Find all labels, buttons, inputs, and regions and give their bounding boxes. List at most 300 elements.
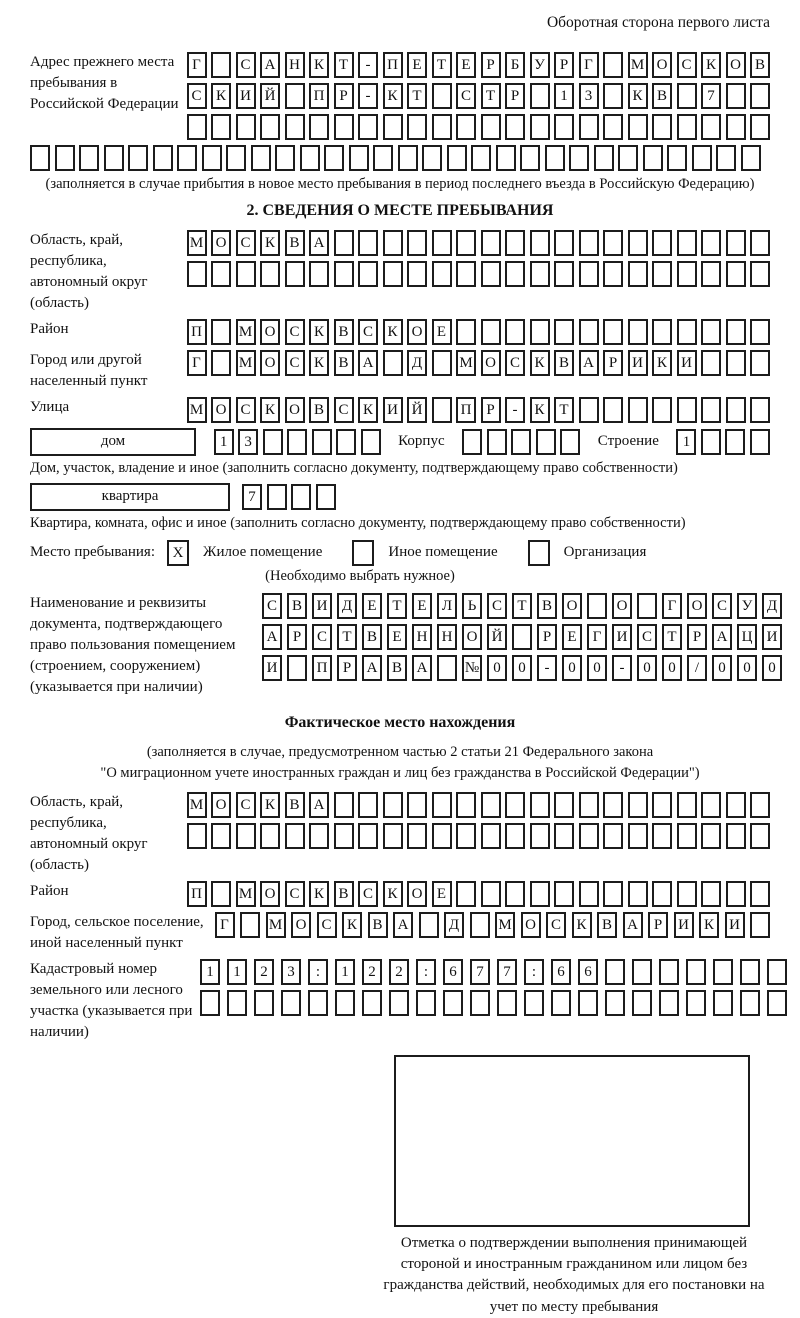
city2-field xyxy=(30,912,770,954)
char-cell xyxy=(677,881,697,907)
char-cell: Г xyxy=(187,52,207,78)
char-cell xyxy=(481,792,501,818)
char-cell: Р xyxy=(537,624,557,650)
char-cell: 7 xyxy=(242,484,262,510)
char-cell: П xyxy=(383,52,403,78)
char-cell xyxy=(383,230,403,256)
char-cell xyxy=(226,145,246,171)
char-cell xyxy=(726,83,746,109)
region-field xyxy=(30,230,770,314)
char-cell xyxy=(481,261,501,287)
char-cell xyxy=(187,261,207,287)
char-cell: 1 xyxy=(200,959,220,985)
char-cell: Е xyxy=(432,881,452,907)
char-cell xyxy=(275,145,295,171)
char-cell xyxy=(187,114,207,140)
stay-option-organization xyxy=(528,540,647,566)
stay-option-residential xyxy=(167,540,322,566)
char-cell: В xyxy=(368,912,388,938)
char-cell xyxy=(362,990,382,1016)
char-cell xyxy=(530,792,550,818)
char-cell: О xyxy=(726,52,746,78)
char-cell xyxy=(335,990,355,1016)
char-cell xyxy=(643,145,663,171)
char-cell xyxy=(726,397,746,423)
char-cell xyxy=(334,114,354,140)
char-cell xyxy=(726,230,746,256)
stay-place-row xyxy=(30,540,770,566)
char-cell: А xyxy=(262,624,282,650)
char-cell: В xyxy=(334,319,354,345)
char-cell: С xyxy=(487,593,507,619)
char-cell xyxy=(263,429,283,455)
char-cell xyxy=(211,319,231,345)
char-cell xyxy=(336,429,356,455)
char-cell xyxy=(308,990,328,1016)
char-cell xyxy=(659,990,679,1016)
char-cell xyxy=(267,484,287,510)
char-cell: В xyxy=(597,912,617,938)
header-note: Оборотная сторона первого листа xyxy=(546,14,770,31)
char-cell xyxy=(677,230,697,256)
char-cell xyxy=(677,83,697,109)
char-cell xyxy=(701,230,721,256)
stay-place-caption: (Необходимо выбрать нужное) xyxy=(265,567,455,584)
char-cell: С xyxy=(262,593,282,619)
char-cell: С xyxy=(317,912,337,938)
char-cell xyxy=(530,823,550,849)
char-cell xyxy=(652,319,672,345)
char-cell xyxy=(389,990,409,1016)
char-cell: А xyxy=(309,230,329,256)
char-cell: Р xyxy=(481,52,501,78)
char-cell xyxy=(512,624,532,650)
char-cell: С xyxy=(312,624,332,650)
char-cell xyxy=(30,145,50,171)
char-cell xyxy=(603,792,623,818)
char-cell: Ь xyxy=(462,593,482,619)
char-cell: Т xyxy=(432,52,452,78)
char-cell: В xyxy=(750,52,770,78)
cadastral-row-1 xyxy=(200,959,787,985)
char-cell: О xyxy=(211,230,231,256)
char-cell: С xyxy=(285,881,305,907)
char-cell xyxy=(432,230,452,256)
char-cell: Р xyxy=(687,624,707,650)
char-cell: : xyxy=(416,959,436,985)
char-cell xyxy=(767,990,787,1016)
char-cell: Р xyxy=(334,83,354,109)
char-cell: Т xyxy=(662,624,682,650)
char-cell: 1 xyxy=(335,959,355,985)
char-cell: Г xyxy=(215,912,235,938)
char-cell xyxy=(579,261,599,287)
char-cell: О xyxy=(407,881,427,907)
char-cell xyxy=(530,881,550,907)
char-cell: В xyxy=(285,792,305,818)
char-cell xyxy=(416,990,436,1016)
char-cell xyxy=(726,261,746,287)
char-cell xyxy=(432,350,452,376)
char-cell xyxy=(496,145,516,171)
char-cell xyxy=(618,145,638,171)
char-cell: С xyxy=(285,350,305,376)
char-cell xyxy=(750,881,770,907)
char-cell: - xyxy=(358,83,378,109)
char-cell xyxy=(637,593,657,619)
document-row-2 xyxy=(262,624,782,650)
char-cell: О xyxy=(612,593,632,619)
char-cell: 0 xyxy=(587,655,607,681)
char-cell xyxy=(236,823,256,849)
char-cell xyxy=(443,990,463,1016)
char-cell: К xyxy=(530,350,550,376)
char-cell: 1 xyxy=(676,429,696,455)
char-cell: М xyxy=(187,230,207,256)
char-cell xyxy=(432,83,452,109)
char-cell xyxy=(505,319,525,345)
char-cell: Е xyxy=(407,52,427,78)
char-cell xyxy=(750,792,770,818)
char-cell xyxy=(701,881,721,907)
char-cell: 1 xyxy=(227,959,247,985)
apartment-caption: Квартира, комната, офис и иное (заполнить согласно документу, подтверждающему право собственности) xyxy=(30,514,686,531)
char-cell xyxy=(603,319,623,345)
char-cell: А xyxy=(260,52,280,78)
stroenie-label: Строение xyxy=(597,433,659,450)
char-cell: В xyxy=(537,593,557,619)
char-cell xyxy=(603,114,623,140)
char-cell xyxy=(554,114,574,140)
char-cell xyxy=(530,319,550,345)
char-cell xyxy=(312,429,332,455)
char-cell: М xyxy=(236,319,256,345)
char-cell xyxy=(750,823,770,849)
char-cell: Н xyxy=(412,624,432,650)
char-cell: О xyxy=(562,593,582,619)
char-cell: Л xyxy=(437,593,457,619)
char-cell xyxy=(334,261,354,287)
char-cell: В xyxy=(387,655,407,681)
char-cell xyxy=(536,429,556,455)
char-cell xyxy=(560,429,580,455)
char-cell: К xyxy=(309,881,329,907)
char-cell xyxy=(594,145,614,171)
char-cell xyxy=(579,823,599,849)
char-cell xyxy=(677,397,697,423)
char-cell xyxy=(603,397,623,423)
char-cell xyxy=(251,145,271,171)
char-cell: Т xyxy=(407,83,427,109)
char-cell: В xyxy=(554,350,574,376)
char-cell: К xyxy=(530,397,550,423)
char-cell xyxy=(628,881,648,907)
char-cell xyxy=(287,655,307,681)
apartment-row xyxy=(30,483,770,511)
char-cell xyxy=(740,959,760,985)
char-cell: О xyxy=(481,350,501,376)
char-cell: С xyxy=(677,52,697,78)
char-cell xyxy=(628,792,648,818)
document-label: Наименование и реквизиты документа, подтверждающего право пользования помещением (строением, сооружением) (указывается при наличии) xyxy=(30,594,236,695)
korpus-cells xyxy=(462,429,580,455)
char-cell: К xyxy=(309,319,329,345)
char-cell xyxy=(398,145,418,171)
char-cell xyxy=(456,881,476,907)
stamp-caption: Отметка о подтверждении выполнения принимающей стороной и иностранным гражданином или лицом без гражданства действий, необходимых для его постановки на учет по месту пребывания xyxy=(383,1234,765,1315)
char-cell: И xyxy=(762,624,782,650)
char-cell xyxy=(447,145,467,171)
char-cell xyxy=(505,823,525,849)
stroenie-cells xyxy=(676,429,770,455)
char-cell xyxy=(603,83,623,109)
char-cell xyxy=(487,429,507,455)
stay-option-other xyxy=(352,540,497,566)
char-cell: У xyxy=(737,593,757,619)
char-cell: Т xyxy=(512,593,532,619)
char-cell: 6 xyxy=(578,959,598,985)
char-cell: Д xyxy=(407,350,427,376)
char-cell xyxy=(422,145,442,171)
char-cell xyxy=(652,261,672,287)
char-cell xyxy=(456,792,476,818)
char-cell: К xyxy=(260,397,280,423)
organization-checkbox xyxy=(528,540,550,566)
region-row-1 xyxy=(187,230,771,256)
char-cell: А xyxy=(623,912,643,938)
char-cell xyxy=(741,145,761,171)
char-cell: С xyxy=(546,912,566,938)
char-cell xyxy=(632,959,652,985)
char-cell xyxy=(358,261,378,287)
house-number-cells xyxy=(214,429,381,455)
district-label: Район xyxy=(30,320,69,337)
char-cell xyxy=(211,881,231,907)
char-cell xyxy=(603,261,623,287)
char-cell xyxy=(726,114,746,140)
actual-location-caption-line1: (заполняется в случае, предусмотренном частью 2 статьи 21 Федерального закона xyxy=(146,743,654,760)
char-cell xyxy=(551,990,571,1016)
char-cell xyxy=(628,114,648,140)
char-cell xyxy=(349,145,369,171)
char-cell: К xyxy=(383,319,403,345)
region2-field xyxy=(30,792,770,876)
char-cell: П xyxy=(456,397,476,423)
char-cell: С xyxy=(358,319,378,345)
char-cell: Д xyxy=(337,593,357,619)
char-cell: К xyxy=(358,397,378,423)
char-cell xyxy=(505,230,525,256)
char-cell: П xyxy=(312,655,332,681)
char-cell xyxy=(750,350,770,376)
actual-location-caption-line2: "О миграционном учете иностранных граждан и лиц без гражданства в Российской Федерации") xyxy=(100,764,700,781)
char-cell xyxy=(383,792,403,818)
char-cell: К xyxy=(652,350,672,376)
char-cell: - xyxy=(505,397,525,423)
char-cell xyxy=(432,823,452,849)
char-cell: 0 xyxy=(712,655,732,681)
char-cell xyxy=(481,114,501,140)
char-cell: 0 xyxy=(637,655,657,681)
char-cell: И xyxy=(677,350,697,376)
char-cell: К xyxy=(342,912,362,938)
house-type-box: дом xyxy=(30,428,196,456)
char-cell: : xyxy=(308,959,328,985)
char-cell xyxy=(701,397,721,423)
char-cell: Ц xyxy=(737,624,757,650)
char-cell: С xyxy=(236,397,256,423)
char-cell xyxy=(79,145,99,171)
char-cell: 0 xyxy=(737,655,757,681)
char-cell xyxy=(497,990,517,1016)
char-cell xyxy=(361,429,381,455)
char-cell xyxy=(554,261,574,287)
char-cell xyxy=(652,114,672,140)
char-cell: О xyxy=(211,397,231,423)
char-cell xyxy=(260,114,280,140)
char-cell xyxy=(471,145,491,171)
char-cell: К xyxy=(701,52,721,78)
char-cell xyxy=(383,350,403,376)
char-cell xyxy=(579,792,599,818)
char-cell xyxy=(677,792,697,818)
char-cell xyxy=(285,83,305,109)
char-cell: Р xyxy=(603,350,623,376)
char-cell xyxy=(481,230,501,256)
char-cell xyxy=(603,881,623,907)
char-cell xyxy=(767,959,787,985)
char-cell xyxy=(579,230,599,256)
char-cell xyxy=(211,823,231,849)
char-cell: Р xyxy=(554,52,574,78)
char-cell xyxy=(285,823,305,849)
char-cell xyxy=(652,881,672,907)
char-cell xyxy=(726,881,746,907)
char-cell xyxy=(713,959,733,985)
char-cell xyxy=(287,429,307,455)
char-cell: Е xyxy=(432,319,452,345)
char-cell: О xyxy=(291,912,311,938)
char-cell xyxy=(530,114,550,140)
char-cell xyxy=(554,230,574,256)
residential-label: Жилое помещение xyxy=(203,544,323,561)
char-cell: Р xyxy=(505,83,525,109)
region-label: Область, край, республика, автономный округ (область) xyxy=(30,231,148,311)
char-cell: - xyxy=(358,52,378,78)
city-field xyxy=(30,350,770,392)
stay-place-label: Место пребывания: xyxy=(30,544,155,561)
char-cell: К xyxy=(309,350,329,376)
char-cell xyxy=(750,83,770,109)
char-cell xyxy=(520,145,540,171)
char-cell xyxy=(505,881,525,907)
char-cell xyxy=(628,823,648,849)
char-cell: К xyxy=(383,83,403,109)
char-cell: К xyxy=(211,83,231,109)
apartment-number-cells xyxy=(242,484,336,510)
char-cell: П xyxy=(187,881,207,907)
cadastral-field xyxy=(30,959,770,1043)
char-cell: М xyxy=(266,912,286,938)
char-cell: Н xyxy=(437,624,457,650)
char-cell xyxy=(358,792,378,818)
char-cell: И xyxy=(312,593,332,619)
char-cell xyxy=(545,145,565,171)
region2-row-1 xyxy=(187,792,771,818)
char-cell xyxy=(701,792,721,818)
char-cell xyxy=(481,881,501,907)
char-cell: К xyxy=(572,912,592,938)
char-cell: В xyxy=(334,350,354,376)
char-cell: А xyxy=(358,350,378,376)
char-cell xyxy=(701,319,721,345)
char-cell: А xyxy=(712,624,732,650)
char-cell xyxy=(187,823,207,849)
char-cell: В xyxy=(287,593,307,619)
char-cell: К xyxy=(260,230,280,256)
char-cell: Р xyxy=(337,655,357,681)
char-cell: Г xyxy=(187,350,207,376)
char-cell: Р xyxy=(648,912,668,938)
char-cell xyxy=(432,114,452,140)
char-cell: 3 xyxy=(579,83,599,109)
char-cell: 0 xyxy=(512,655,532,681)
char-cell xyxy=(358,230,378,256)
char-cell: 6 xyxy=(551,959,571,985)
char-cell: Е xyxy=(562,624,582,650)
organization-label: Организация xyxy=(563,544,647,561)
char-cell xyxy=(419,912,439,938)
char-cell xyxy=(750,319,770,345)
char-cell xyxy=(652,823,672,849)
char-cell xyxy=(316,484,336,510)
region-rows xyxy=(187,230,771,314)
char-cell: К xyxy=(309,52,329,78)
char-cell: Е xyxy=(387,624,407,650)
char-cell xyxy=(470,912,490,938)
char-cell: Т xyxy=(334,52,354,78)
section2-title: 2. СВЕДЕНИЯ О МЕСТЕ ПРЕБЫВАНИЯ xyxy=(246,201,554,219)
char-cell xyxy=(260,823,280,849)
char-cell: М xyxy=(495,912,515,938)
char-cell xyxy=(677,114,697,140)
char-cell: 2 xyxy=(254,959,274,985)
char-cell xyxy=(701,114,721,140)
prev-address-row-1 xyxy=(187,52,771,78)
char-cell: М xyxy=(236,350,256,376)
char-cell xyxy=(740,990,760,1016)
cadastral-row-2 xyxy=(200,990,787,1016)
char-cell xyxy=(334,230,354,256)
char-cell xyxy=(236,261,256,287)
char-cell: 0 xyxy=(562,655,582,681)
confirmation-stamp-box xyxy=(394,1055,750,1227)
char-cell: К xyxy=(628,83,648,109)
char-cell: Е xyxy=(362,593,382,619)
char-cell: К xyxy=(260,792,280,818)
char-cell xyxy=(211,350,231,376)
char-cell xyxy=(285,261,305,287)
char-cell: Р xyxy=(481,397,501,423)
char-cell xyxy=(750,429,770,455)
char-cell: С xyxy=(334,397,354,423)
char-cell: Г xyxy=(662,593,682,619)
char-cell: О xyxy=(462,624,482,650)
char-cell xyxy=(407,230,427,256)
char-cell xyxy=(437,655,457,681)
char-cell xyxy=(659,959,679,985)
char-cell xyxy=(334,792,354,818)
